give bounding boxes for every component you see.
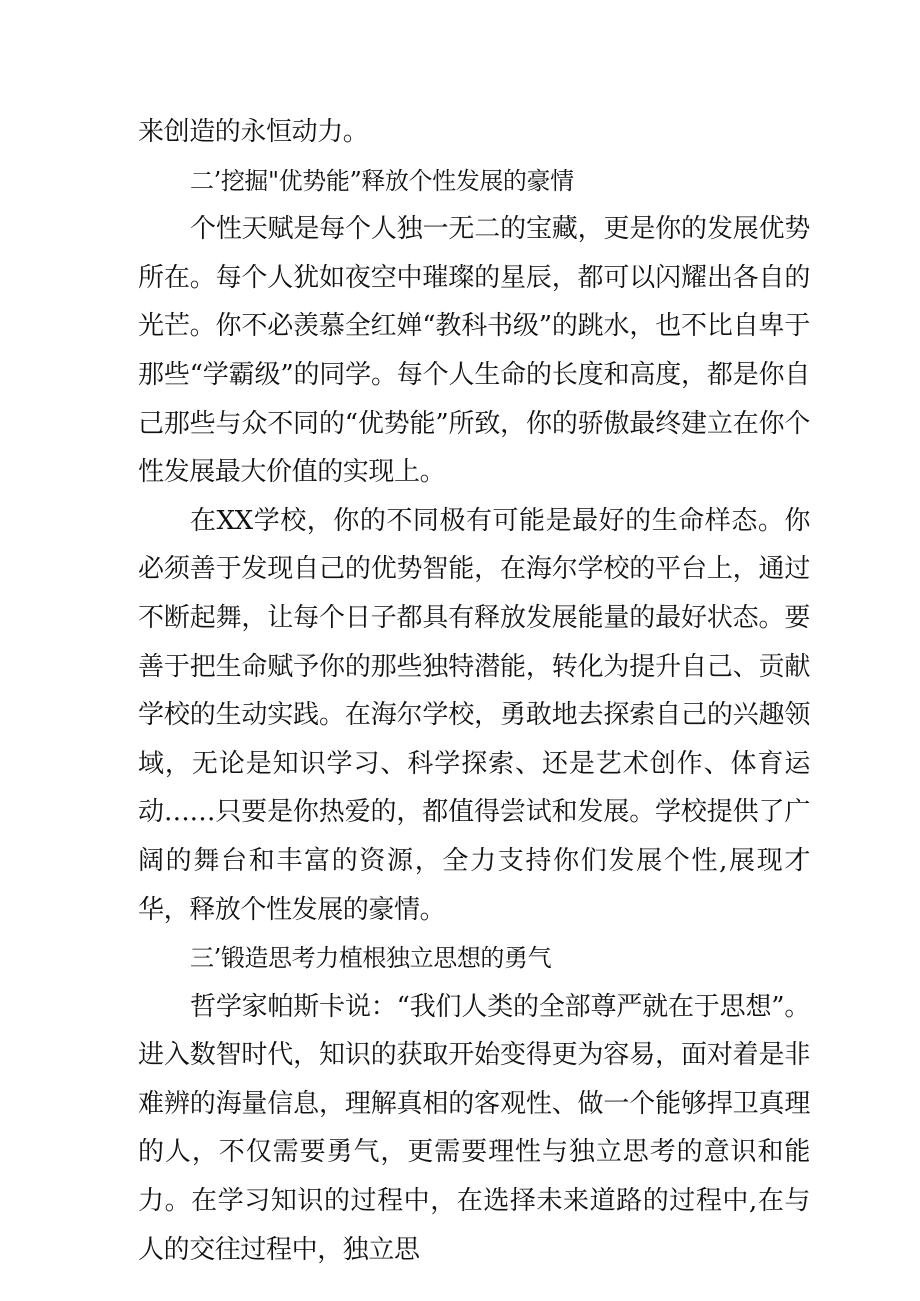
paragraph-talent: 个性天赋是每个人独一无二的宝藏，更是你的发展优势所在。每个人犹如夜空中璀璨的星辰，都可以闪耀出各自的光芒。你不必羡慕全红婵“教科书级”的跳水，也不比自卑于那些“学霸级”的同学。每个人生命的长度和高度，都是你自己那些与众不同的“优势能”所致，你的骄傲最终建立在你个性发展最大价值的实现上。: [138, 214, 810, 488]
continuation-paragraph: 来创造的永恒动力。: [138, 117, 369, 147]
document-body: [138, 108, 810, 1274]
section-heading-three: 三’锻造思考力植根独立思想的勇气: [190, 944, 552, 973]
section-heading-two: 二’挖掘"优势能”释放个性发展的豪情: [190, 166, 574, 195]
paragraph-thinking: 哲学家帕斯卡说：“我们人类的全部尊严就在于思想”。进入数智时代，知识的获取开始变得更为容易，面对着是非难辨的海量信息，理解真相的客观性、做一个能够捍卫真理的人，不仅需要勇气，更需要理性与独立思考的意识和能力。在学习知识的过程中，在选择未来道路的过程中,在与人的交往过程中，独立思: [138, 991, 810, 1265]
paragraph-school: 在XX学校，你的不同极有可能是最好的生命样态。你必须善于发现自己的优势智能，在海尔学校的平台上，通过不断起舞，让每个日子都具有释放发展能量的最好状态。要善于把生命赋予你的那些独特潜能，转化为提升自己、贡献学校的生动实践。在海尔学校，勇敢地去探索自己的兴趣领域，无论是知识学习、科学探索、还是艺术创作、体育运动……只要是你热爱的，都值得尝试和发展。学校提供了广阔的舞台和丰富的资源，全力支持你们发展个性,展现才华，释放个性发展的豪情。: [138, 505, 810, 925]
